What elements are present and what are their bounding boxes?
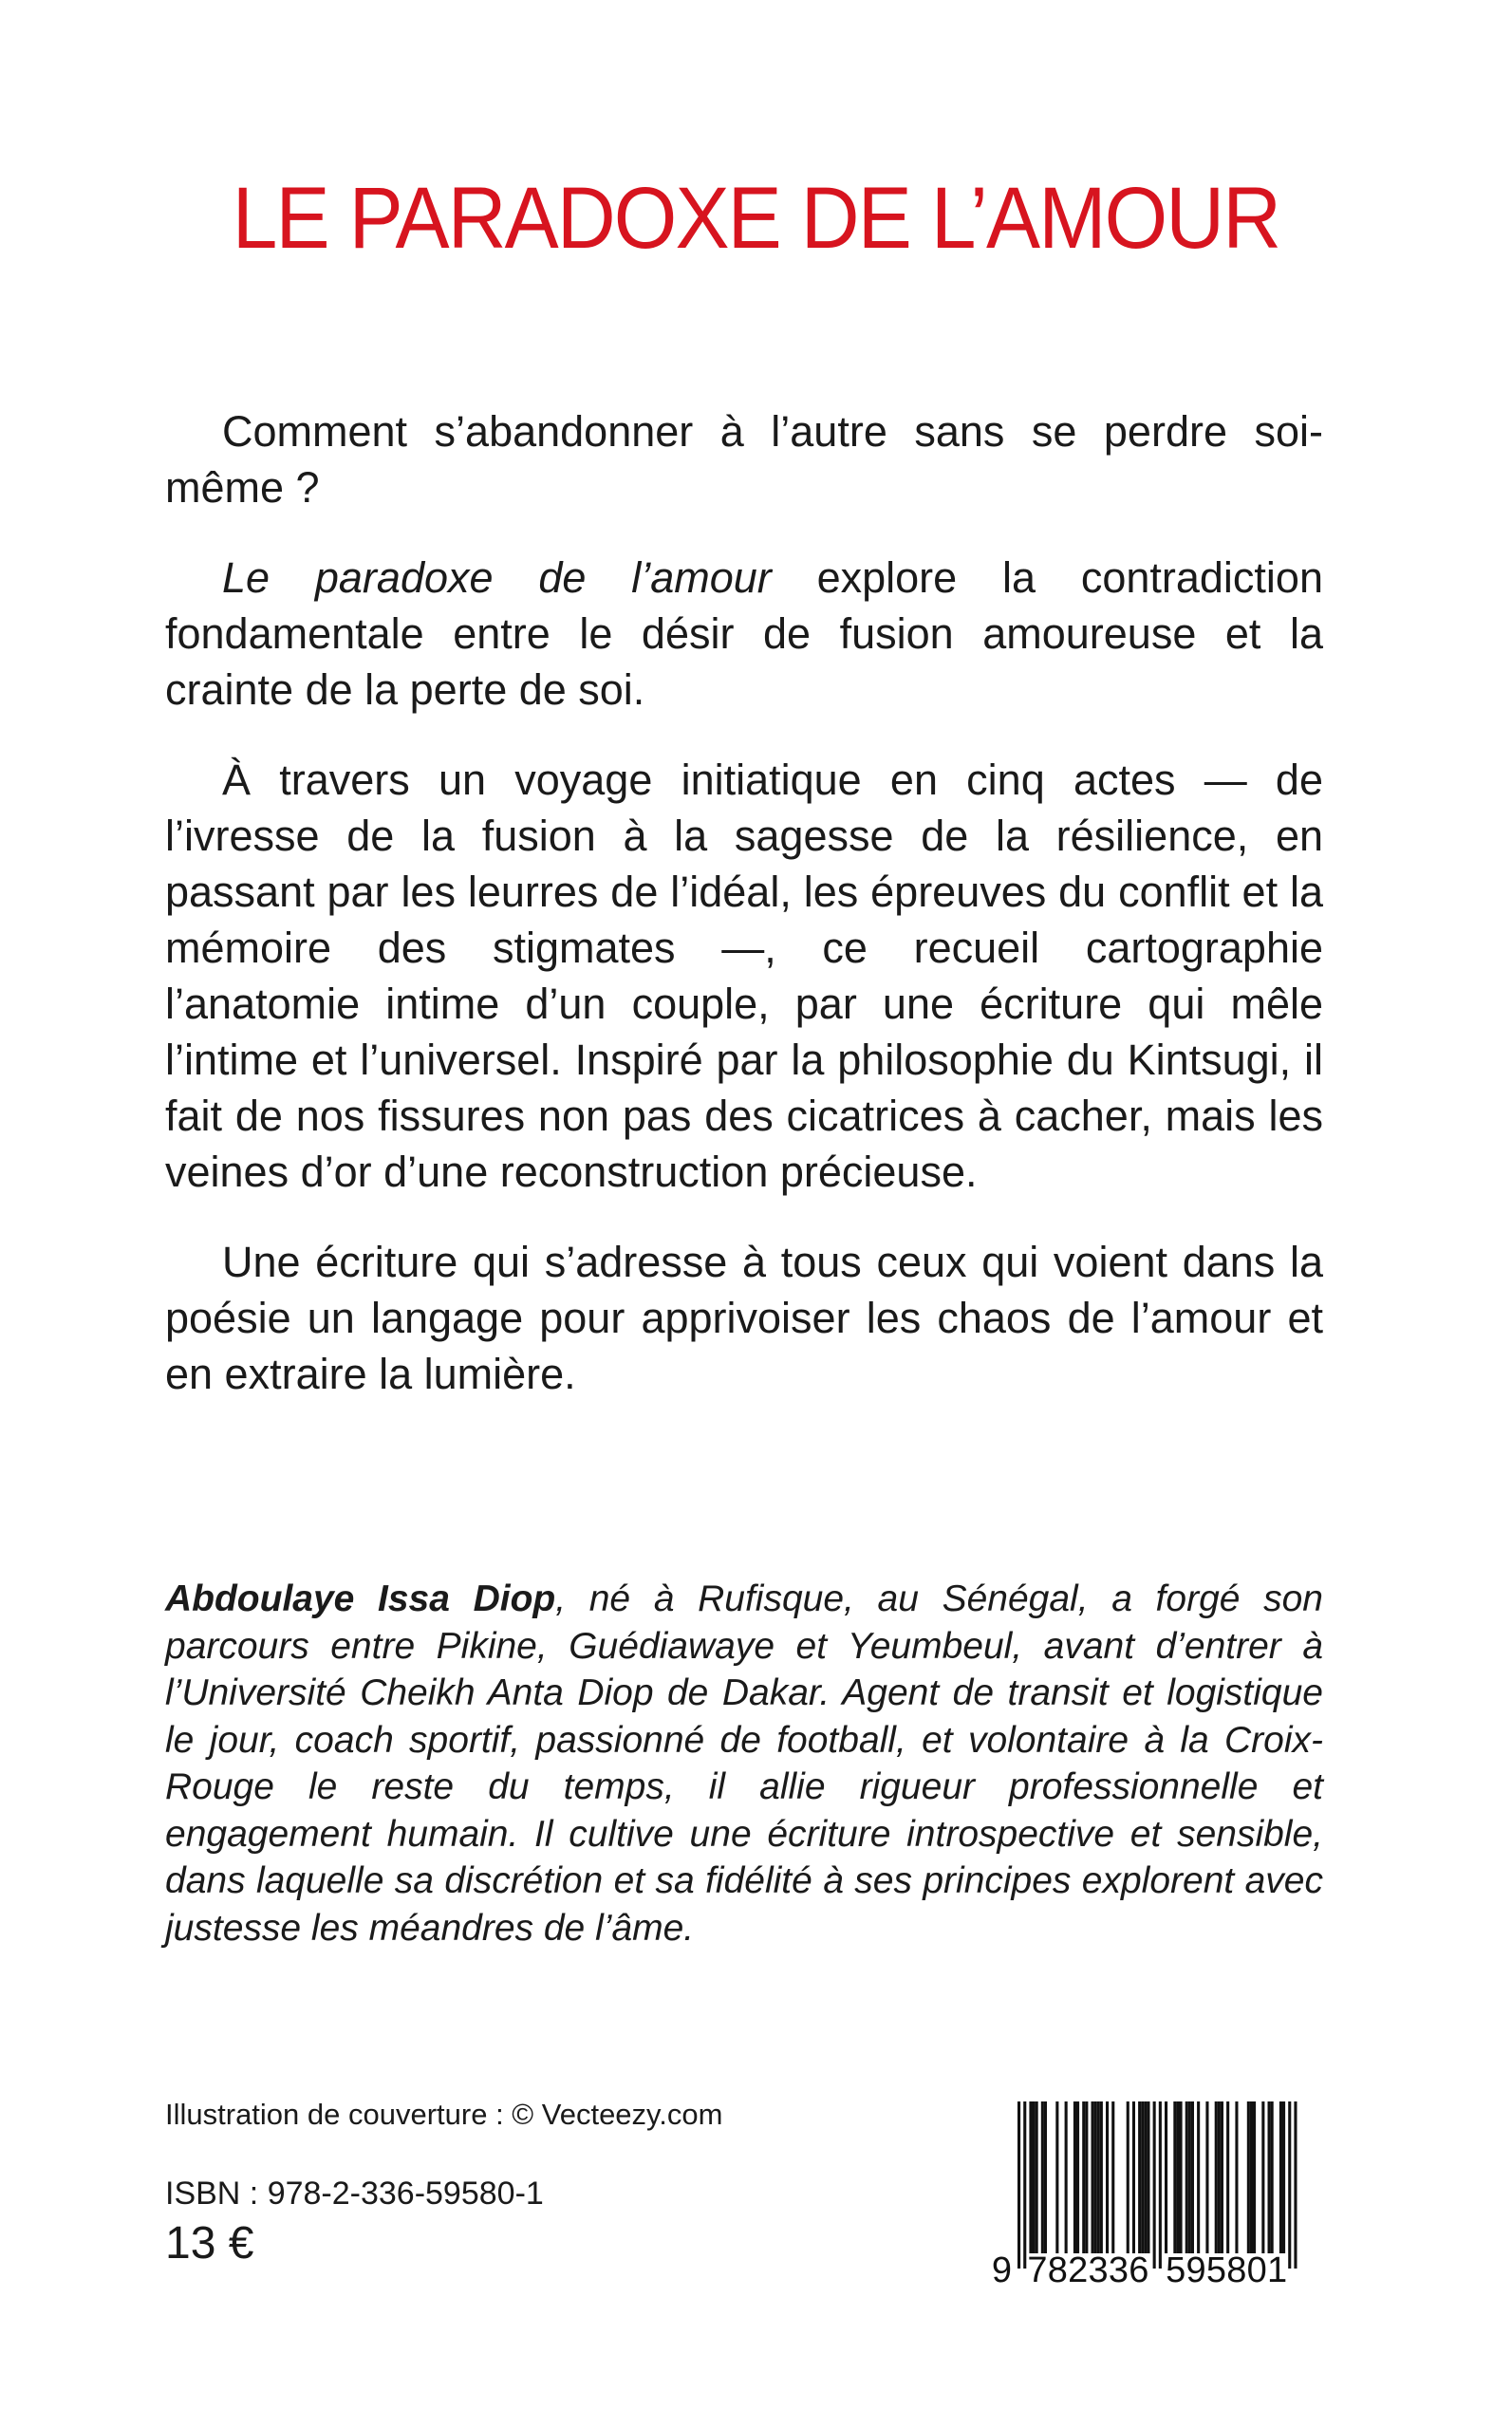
barcode-bar — [1132, 2101, 1135, 2253]
barcode-bar — [1159, 2101, 1162, 2269]
barcode-bar — [1029, 2101, 1032, 2253]
book-title: LE PARADOXE DE L’AMOUR — [232, 170, 1280, 267]
blurb-text: explore la contradiction fondamentale entre le désir de fusion amoureuse et la crainte de la perte de soi. — [165, 553, 1323, 714]
barcode-bar — [1173, 2101, 1176, 2253]
barcode-bar — [1235, 2101, 1238, 2253]
barcode-digits: 9 — [991, 2250, 1012, 2289]
barcode-bar — [1191, 2101, 1194, 2253]
barcode-bar — [1073, 2101, 1076, 2253]
blurb-paragraph: Comment s’abandonner à l’autre sans se perdre soi-même ? — [165, 407, 1323, 512]
barcode-bar — [1268, 2101, 1271, 2253]
barcode-bar — [1147, 2101, 1149, 2253]
barcode-bar — [1082, 2101, 1085, 2253]
barcode-bar — [1141, 2101, 1144, 2253]
price: 13 € — [165, 2218, 254, 2269]
barcode-bar — [1033, 2101, 1036, 2253]
book-title-italic: Le paradoxe de l’amour — [222, 553, 772, 602]
barcode-bar — [1076, 2101, 1079, 2253]
barcode-bar — [1100, 2101, 1103, 2253]
barcode-bar — [1250, 2101, 1253, 2253]
barcode-bar — [1138, 2101, 1141, 2253]
barcode-bar — [1092, 2101, 1094, 2253]
barcode-bar — [1185, 2101, 1188, 2253]
barcode-bar — [1085, 2101, 1088, 2253]
barcode-bar — [1036, 2101, 1038, 2253]
barcode-bar — [1044, 2101, 1047, 2253]
barcode-bar — [1017, 2101, 1020, 2269]
barcode-bar — [1215, 2101, 1218, 2253]
barcode-bar — [1165, 2101, 1167, 2253]
barcode-bar — [1205, 2101, 1208, 2253]
author-name: Abdoulaye Issa Diop — [165, 1578, 556, 1619]
blurb-paragraph: À travers un voyage initiatique en cinq actes — de l’ivresse de la fusion à la sagesse de la résilience, en passant par les leurres de l’idéal, les épreuves du conflit et la mémoire des stigmates —, ce recueil cartographie l’anatomie intime d’un couple, par une écriture qui mêle l’intime et l’universel. Inspiré par la philosophie du Kintsugi, il fait de nos fissures non pas des cicatrices à cacher, mais les veines d’or d’une reconstruction précieuse. — [165, 756, 1323, 1196]
barcode-bar — [1127, 2101, 1129, 2253]
barcode-bar — [1144, 2101, 1147, 2253]
bio-text: , né à Rufisque, au Sénégal, a forgé son parcours entre Pikine, Guédiawaye et Yeumbeul, avant d’entrer à l’Université Cheikh Anta Diop de Dakar. Agent de transit et logistique le jour, coach sportif, passionné de football, et volontaire à la Croix-Rouge le reste du temps, il allie rigueur professionnelle et engagement humain. Il cultive une écriture introspective et sensible, dans laquelle sa discrétion et sa fidélité à ses principes explorent avec justesse les méandres de l’âme. — [165, 1578, 1323, 1949]
author-bio — [165, 1576, 1323, 1951]
barcode-bar — [1282, 2101, 1285, 2253]
barcode-bar — [1294, 2101, 1297, 2269]
barcode-bar — [1221, 2101, 1223, 2253]
barcode-bar — [1226, 2101, 1229, 2253]
barcode-digits: 782336 — [1027, 2250, 1149, 2289]
barcode-bar — [1176, 2101, 1179, 2253]
blurb — [165, 403, 1323, 1436]
barcode-bar — [1180, 2101, 1183, 2253]
barcode-bar — [1188, 2101, 1191, 2253]
barcode-bar — [1097, 2101, 1100, 2253]
illustration-credit: Illustration de couverture : © Vecteezy.com — [165, 2098, 723, 2131]
blurb-paragraph — [165, 550, 1323, 718]
barcode-bar — [1111, 2101, 1114, 2253]
barcode-bar — [1288, 2101, 1291, 2269]
barcode-bar — [1065, 2101, 1068, 2253]
barcode — [987, 2100, 1329, 2289]
blurb-paragraph: Une écriture qui s’adresse à tous ceux qui voient dans la poésie un langage pour apprivoiser les chaos de l’amour et en extraire la lumière. — [165, 1238, 1323, 1398]
barcode-bar — [1023, 2101, 1026, 2269]
barcode-bar — [1041, 2101, 1044, 2253]
barcode-bar — [1261, 2101, 1264, 2253]
barcode-bar — [1247, 2101, 1250, 2253]
barcode-bar — [1271, 2101, 1274, 2253]
isbn: ISBN : 978-2-336-59580-1 — [165, 2176, 544, 2212]
barcode-bar — [1253, 2101, 1256, 2253]
barcode-bar — [1094, 2101, 1097, 2253]
barcode-bar — [1106, 2101, 1109, 2253]
barcode-digits: 595801 — [1166, 2250, 1288, 2289]
barcode-bar — [1055, 2101, 1058, 2253]
barcode-bar — [1218, 2101, 1221, 2253]
barcode-bar — [1153, 2101, 1156, 2269]
barcode-bar — [1279, 2101, 1282, 2253]
barcode-bar — [1197, 2101, 1200, 2253]
